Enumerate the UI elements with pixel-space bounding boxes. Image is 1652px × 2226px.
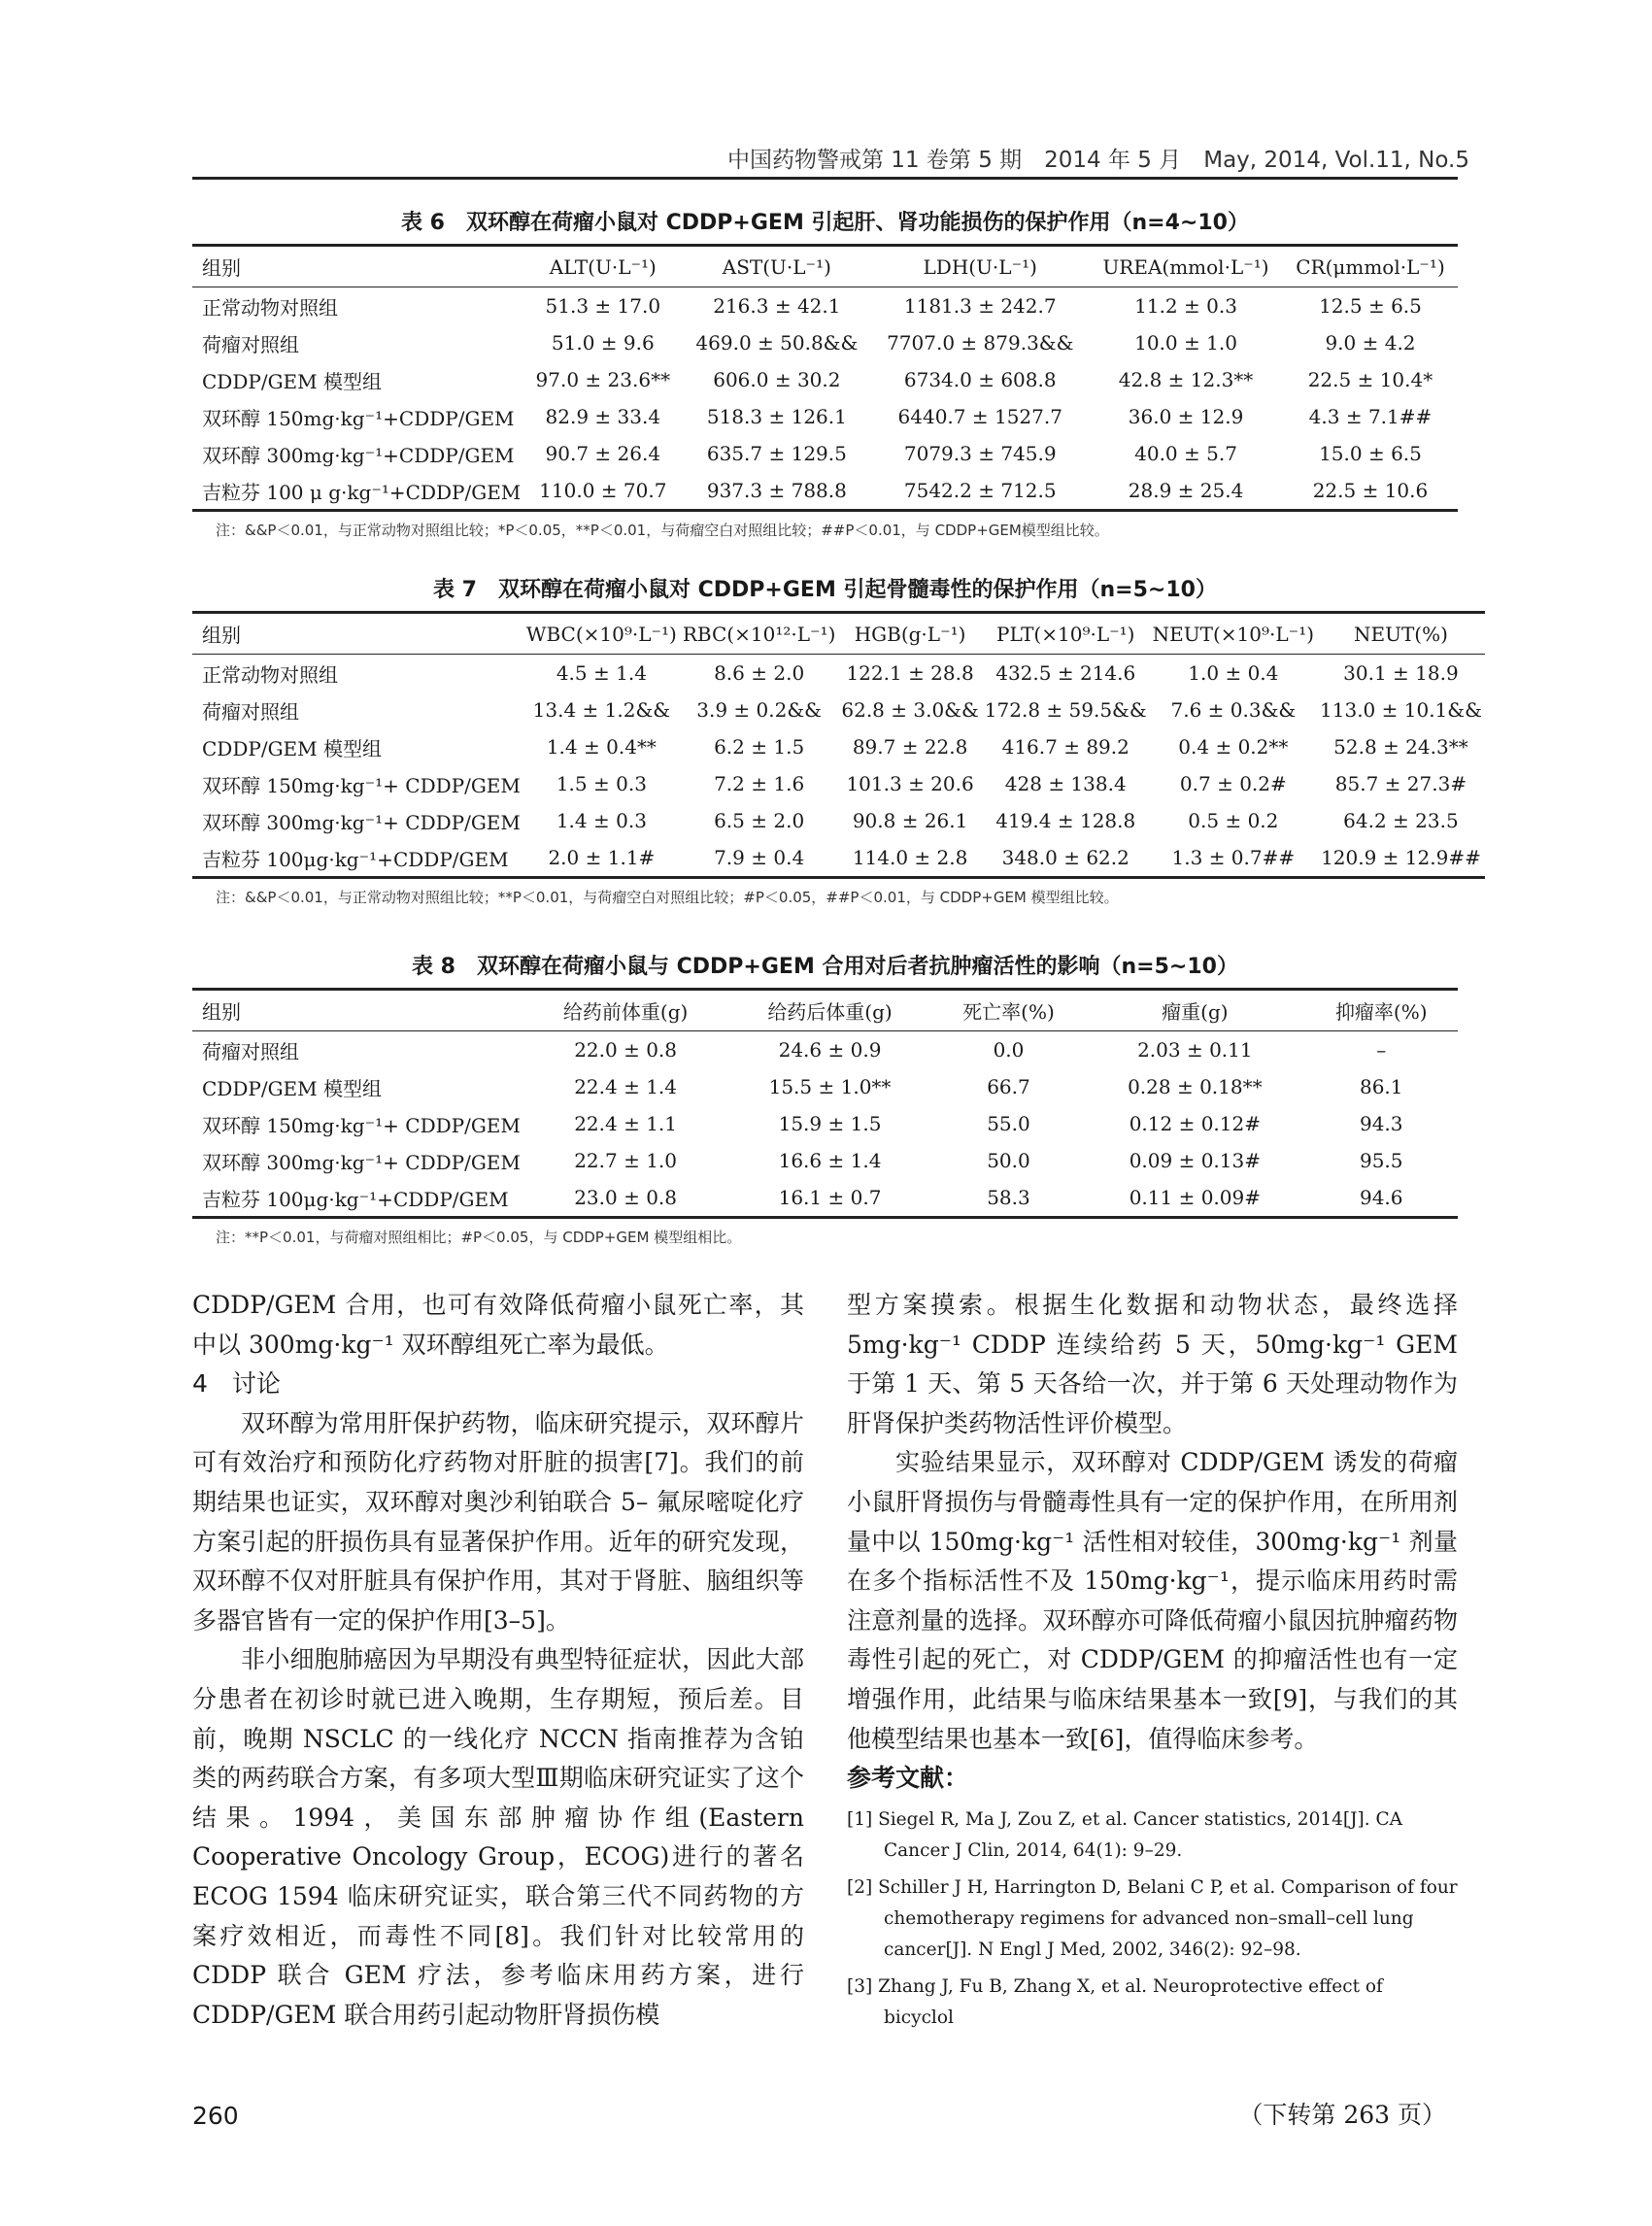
table-row: [192, 655, 1485, 692]
table-cell: 9.0 ± 4.2: [1325, 331, 1416, 354]
table-cell: 97.0 ± 23.6**: [535, 368, 671, 391]
table-cell: 1.3 ± 0.7##: [1171, 846, 1296, 869]
table-cell: 正常动物对照组: [202, 295, 338, 320]
table-cell: 51.0 ± 9.6: [551, 331, 655, 354]
table-cell: 50.0: [987, 1149, 1030, 1172]
table-cell: 荷瘤对照组: [202, 1039, 299, 1063]
table-cell: 11.2 ± 0.3: [1134, 294, 1237, 318]
table-6-header: ALT(U·L⁻¹): [549, 254, 657, 279]
body-paragraph: 实验结果显示，双环醇对 CDDP/GEM 诱发的荷瘤小鼠肝肾损伤与骨髓毒性具有一定的保护作用，在所用剂量中以 150mg·kg⁻¹ 活性相对较佳，300mg·kg⁻¹ 剂量在多个指标活性不及 150mg·kg⁻¹，提示临床用药时需注意剂量的选择。双环醇亦可降低荷瘤小鼠因抗肿瘤药物毒性引起的死亡，对 CDDP/GEM 的抑瘤活性也有一定增强作用，此结果与临床结果基本一致[9]，与我们的其他模型结果也基本一致[6]，值得临床参考。: [847, 1448, 1458, 1753]
table-cell: 95.5: [1359, 1149, 1403, 1172]
table-cell: 113.0 ± 10.1&&: [1320, 698, 1482, 722]
table-row: [192, 435, 1458, 472]
table-cell: 双环醇 300mg·kg⁻¹+CDDP/GEM: [202, 443, 515, 467]
table-cell: 55.0: [987, 1112, 1030, 1135]
table-cell: 1.4 ± 0.3: [556, 809, 647, 832]
running-header: 中国药物警戒第 11 卷第 5 期 2014 年 5 月 May, 2014, Vol.11, No.5: [727, 148, 1469, 173]
table-7-header: NEUT(%): [1354, 622, 1448, 646]
table-row: [192, 1142, 1458, 1179]
table-cell: 172.8 ± 59.5&&: [984, 698, 1147, 722]
table-row: [192, 765, 1485, 802]
table-6-header: UREA(mmol·L⁻¹): [1102, 254, 1269, 279]
table-cell: 0.4 ± 0.2**: [1178, 735, 1289, 759]
table-cell: 16.6 ± 1.4: [778, 1149, 882, 1172]
table-6-note: 注：&&P＜0.01，与正常动物对照组比较；*P＜0.05，**P＜0.01，与荷瘤空白对照组比较；##P＜0.01，与 CDDP+GEM模型组比较。: [216, 522, 1109, 539]
table-cell: 2.03 ± 0.11: [1137, 1038, 1253, 1062]
table-cell: 1181.3 ± 242.7: [903, 294, 1057, 318]
table-cell: 432.5 ± 214.6: [995, 661, 1136, 685]
table-7-header: RBC(×10¹²·L⁻¹): [682, 622, 836, 646]
table-cell: 101.3 ± 20.6: [846, 772, 974, 795]
table-7-header: HGB(g·L⁻¹): [854, 622, 966, 646]
table-row: [192, 398, 1458, 435]
table-cell: 94.3: [1359, 1112, 1403, 1135]
table-cell: 66.7: [987, 1075, 1030, 1098]
table-cell: 13.4 ± 1.2&&: [532, 698, 671, 722]
table-cell: 双环醇 300mg·kg⁻¹+ CDDP/GEM: [202, 810, 521, 834]
continued-note: （下转第 263 页）: [1238, 2101, 1446, 2129]
table-cell: 4.5 ± 1.4: [556, 661, 647, 685]
table-cell: 40.0 ± 5.7: [1134, 442, 1237, 465]
table-cell: 8.6 ± 2.0: [714, 661, 805, 685]
table-cell: 3.9 ± 0.2&&: [696, 698, 822, 722]
table-cell: 22.7 ± 1.0: [574, 1149, 677, 1172]
table-7-header: 组别: [202, 624, 241, 647]
table-6-header: AST(U·L⁻¹): [722, 254, 831, 279]
table-row: [192, 472, 1458, 511]
table-cell: 7707.0 ± 879.3&&: [887, 331, 1074, 354]
table-cell: 469.0 ± 50.8&&: [695, 331, 859, 354]
table-8-header: 给药前体重(g): [562, 1000, 689, 1024]
body-paragraph: 双环醇为常用肝保护药物，临床研究提示，双环醇片可有效治疗和预防化疗药物对肝脏的损害[7]。我们的前期结果也证实，双环醇对奥沙利铂联合 5– 氟尿嘧啶化疗方案引起的肝损伤具有显著保护作用。近年的研究发现，双环醇不仅对肝脏具有保护作用，其对于肾脏、脑组织等多器官皆有一定的保护作用[3–5]。: [192, 1408, 804, 1635]
table-cell: 15.9 ± 1.5: [778, 1112, 882, 1135]
table-cell: CDDP/GEM 模型组: [202, 1076, 382, 1100]
table-cell: 30.1 ± 18.9: [1343, 661, 1459, 685]
table-row: [192, 728, 1485, 765]
table-cell: 606.0 ± 30.2: [713, 368, 841, 391]
table-6-grid: [192, 244, 1458, 512]
table-cell: 23.0 ± 0.8: [574, 1186, 677, 1209]
table-cell: 0.7 ± 0.2#: [1179, 772, 1287, 795]
table-cell: 0.11 ± 0.09#: [1129, 1186, 1261, 1209]
table-row: [192, 1068, 1458, 1105]
table-8: [192, 950, 1458, 1247]
table-cell: 62.8 ± 3.0&&: [841, 698, 979, 722]
table-cell: 348.0 ± 62.2: [1001, 846, 1129, 869]
table-cell: 635.7 ± 129.5: [706, 442, 847, 465]
table-cell: 1.5 ± 0.3: [556, 772, 647, 795]
table-8-title: 表 8 双环醇在荷瘤小鼠与 CDDP+GEM 合用对后者抗肿瘤活性的影响（n=5~10）: [412, 955, 1238, 979]
table-8-header: 瘤重(g): [1162, 1000, 1229, 1024]
table-8-header: 死亡率(%): [962, 1000, 1055, 1024]
table-8-grid: [192, 988, 1458, 1219]
table-cell: 0.0: [993, 1038, 1025, 1062]
table-6-header: CR(μmmol·L⁻¹): [1296, 254, 1445, 279]
table-cell: 正常动物对照组: [202, 662, 338, 687]
table-cell: 120.9 ± 12.9##: [1321, 846, 1481, 869]
page-number: 260: [192, 2102, 239, 2130]
table-cell: 36.0 ± 12.9: [1128, 405, 1244, 428]
table-cell: 22.4 ± 1.4: [574, 1075, 677, 1098]
table-cell: 64.2 ± 23.5: [1343, 809, 1459, 832]
table-row: [192, 839, 1485, 878]
table-cell: 7.2 ± 1.6: [714, 772, 805, 795]
table-row: [192, 324, 1458, 361]
table-cell: 双环醇 150mg·kg⁻¹+CDDP/GEM: [202, 406, 515, 430]
table-7-header: WBC(×10⁹·L⁻¹): [525, 622, 677, 646]
right-text-column: [847, 1286, 1458, 2034]
table-cell: 6.5 ± 2.0: [714, 809, 805, 832]
table-7-grid: [192, 611, 1485, 879]
table-cell: 吉粒芬 100μg·kg⁻¹+CDDP/GEM: [202, 1187, 509, 1211]
table-cell: 7542.2 ± 712.5: [903, 479, 1057, 502]
table-cell: 22.5 ± 10.4*: [1307, 368, 1433, 391]
reference-item: [3] Zhang J, Fu B, Zhang X, et al. Neuroprotective effect of bicyclol: [847, 1975, 1383, 2028]
table-cell: 吉粒芬 100μg·kg⁻¹+CDDP/GEM: [202, 847, 509, 871]
references-heading: 参考文献：: [847, 1764, 969, 1793]
reference-item: [1] Siegel R, Ma J, Zou Z, et al. Cancer statistics, 2014[J]. CA Cancer J Clin, 2014, 64(1): 9–29.: [847, 1808, 1403, 1861]
table-cell: 1.0 ± 0.4: [1188, 661, 1279, 685]
table-cell: 94.6: [1359, 1186, 1403, 1209]
table-cell: 荷瘤对照组: [202, 699, 299, 724]
table-row: [192, 802, 1485, 839]
table-7-header: PLT(×10⁹·L⁻¹): [995, 622, 1135, 646]
body-paragraph: CDDP/GEM 合用，也可有效降低荷瘤小鼠死亡率，其中以 300mg·kg⁻¹ 双环醇组死亡率为最低。: [192, 1291, 804, 1359]
table-cell: 双环醇 300mg·kg⁻¹+ CDDP/GEM: [202, 1150, 521, 1174]
table-cell: –: [1376, 1038, 1387, 1062]
table-cell: 937.3 ± 788.8: [706, 479, 847, 502]
table-cell: 0.09 ± 0.13#: [1129, 1149, 1261, 1172]
table-6-header: 组别: [202, 256, 241, 280]
table-7: [192, 573, 1482, 907]
table-cell: 12.5 ± 6.5: [1319, 294, 1422, 318]
table-cell: 荷瘤对照组: [202, 332, 299, 356]
table-cell: 1.4 ± 0.4**: [546, 735, 657, 759]
table-cell: 122.1 ± 28.8: [846, 661, 974, 685]
table-cell: 85.7 ± 27.3#: [1334, 772, 1467, 795]
table-row: [192, 691, 1485, 728]
table-row: [192, 1179, 1458, 1218]
table-cell: 42.8 ± 12.3**: [1118, 368, 1254, 391]
table-cell: 22.4 ± 1.1: [574, 1112, 677, 1135]
table-cell: 90.7 ± 26.4: [545, 442, 661, 465]
table-cell: 2.0 ± 1.1#: [548, 846, 656, 869]
table-cell: 22.0 ± 0.8: [574, 1038, 677, 1062]
table-cell: 86.1: [1359, 1075, 1403, 1098]
table-cell: 7079.3 ± 745.9: [903, 442, 1057, 465]
table-cell: 416.7 ± 89.2: [1001, 735, 1129, 759]
table-cell: 114.0 ± 2.8: [852, 846, 968, 869]
table-cell: 15.5 ± 1.0**: [768, 1075, 892, 1098]
table-6: [192, 206, 1458, 540]
table-cell: 58.3: [987, 1186, 1030, 1209]
table-cell: 24.6 ± 0.9: [778, 1038, 882, 1062]
body-paragraph: 非小细胞肺癌因为早期没有典型特征症状，因此大部分患者在初诊时就已进入晚期，生存期短，预后差。目前，晚期 NSCLC 的一线化疗 NCCN 指南推荐为含铂类的两药联合方案，有多项大型Ⅲ期临床研究证实了这个结果。1994，美国东部肿瘤协作组(Eastern Cooperative Oncology Group，ECOG)进行的著名 ECOG 1594 临床研究证实，联合第三代不同药物的方案疗效相近，而毒性不同[8]。我们针对比较常用的 CDDP 联合 GEM 疗法，参考临床用药方案，进行 CDDP/GEM 联合用药引起动物肝肾损伤模: [192, 1645, 804, 2029]
table-7-note: 注：&&P＜0.01，与正常动物对照组比较；**P＜0.01，与荷瘤空白对照组比较；#P＜0.05，##P＜0.01，与 CDDP+GEM 模型组比较。: [216, 889, 1119, 906]
table-cell: 0.28 ± 0.18**: [1128, 1075, 1263, 1098]
table-cell: 6440.7 ± 1527.7: [897, 405, 1062, 428]
table-row: [192, 1105, 1458, 1142]
table-cell: 16.1 ± 0.7: [778, 1186, 882, 1209]
table-cell: 518.3 ± 126.1: [706, 405, 847, 428]
table-cell: 0.5 ± 0.2: [1188, 809, 1279, 832]
reference-item: [2] Schiller J H, Harrington D, Belani C P, et al. Comparison of four chemotherapy regimens for advanced non–small–cell lung cancer[J]. N Engl J Med, 2002, 346(2): 92–98.: [847, 1876, 1458, 1960]
table-7-header: NEUT(×10⁹·L⁻¹): [1152, 622, 1315, 646]
body-paragraph: 型方案摸索。根据生化数据和动物状态，最终选择 5mg·kg⁻¹ CDDP 连续给药 5 天，50mg·kg⁻¹ GEM 于第 1 天、第 5 天各给一次，并于第 6 天处理动物作为肝肾保护类药物活性评价模型。: [847, 1291, 1458, 1437]
table-row: [192, 1031, 1458, 1069]
table-cell: 428 ± 138.4: [1004, 772, 1127, 795]
header-rule: [192, 177, 1458, 180]
table-cell: 52.8 ± 24.3**: [1333, 735, 1468, 759]
table-8-note: 注：**P＜0.01，与荷瘤对照组相比；#P＜0.05，与 CDDP+GEM 模型组相比。: [216, 1229, 742, 1246]
table-7-title: 表 7 双环醇在荷瘤小鼠对 CDDP+GEM 引起骨髓毒性的保护作用（n=5~10）: [433, 578, 1217, 602]
table-6-title: 表 6 双环醇在荷瘤小鼠对 CDDP+GEM 引起肝、肾功能损伤的保护作用（n=4~10）: [401, 211, 1249, 235]
table-cell: 0.12 ± 0.12#: [1129, 1112, 1261, 1135]
table-row: [192, 361, 1458, 398]
table-cell: CDDP/GEM 模型组: [202, 736, 382, 760]
table-cell: 90.8 ± 26.1: [852, 809, 968, 832]
table-cell: CDDP/GEM 模型组: [202, 369, 382, 393]
table-cell: 7.9 ± 0.4: [714, 846, 805, 869]
table-cell: 89.7 ± 22.8: [852, 735, 968, 759]
table-cell: 419.4 ± 128.8: [995, 809, 1136, 832]
table-8-header: 组别: [202, 1000, 241, 1024]
table-row: [192, 287, 1458, 325]
section-heading: 4 讨论: [192, 1369, 281, 1399]
table-cell: 双环醇 150mg·kg⁻¹+ CDDP/GEM: [202, 773, 521, 797]
table-cell: 7.6 ± 0.3&&: [1170, 698, 1297, 722]
left-text-column: [192, 1286, 804, 2035]
table-cell: 51.3 ± 17.0: [545, 294, 661, 318]
table-cell: 4.3 ± 7.1##: [1308, 405, 1433, 428]
table-cell: 6734.0 ± 608.8: [903, 368, 1057, 391]
table-cell: 双环醇 150mg·kg⁻¹+ CDDP/GEM: [202, 1113, 521, 1137]
table-cell: 22.5 ± 10.6: [1312, 479, 1429, 502]
table-cell: 6.2 ± 1.5: [714, 735, 805, 759]
table-8-header: 抑瘤率(%): [1334, 1000, 1428, 1024]
table-cell: 10.0 ± 1.0: [1134, 331, 1237, 354]
table-cell: 吉粒芬 100 μ g·kg⁻¹+CDDP/GEM: [202, 480, 522, 504]
table-cell: 216.3 ± 42.1: [713, 294, 841, 318]
table-6-header: LDH(U·L⁻¹): [923, 254, 1037, 279]
table-cell: 82.9 ± 33.4: [545, 405, 661, 428]
table-8-header: 给药后体重(g): [767, 1000, 893, 1024]
table-cell: 28.9 ± 25.4: [1128, 479, 1244, 502]
table-cell: 110.0 ± 70.7: [539, 479, 667, 502]
table-cell: 15.0 ± 6.5: [1319, 442, 1422, 465]
